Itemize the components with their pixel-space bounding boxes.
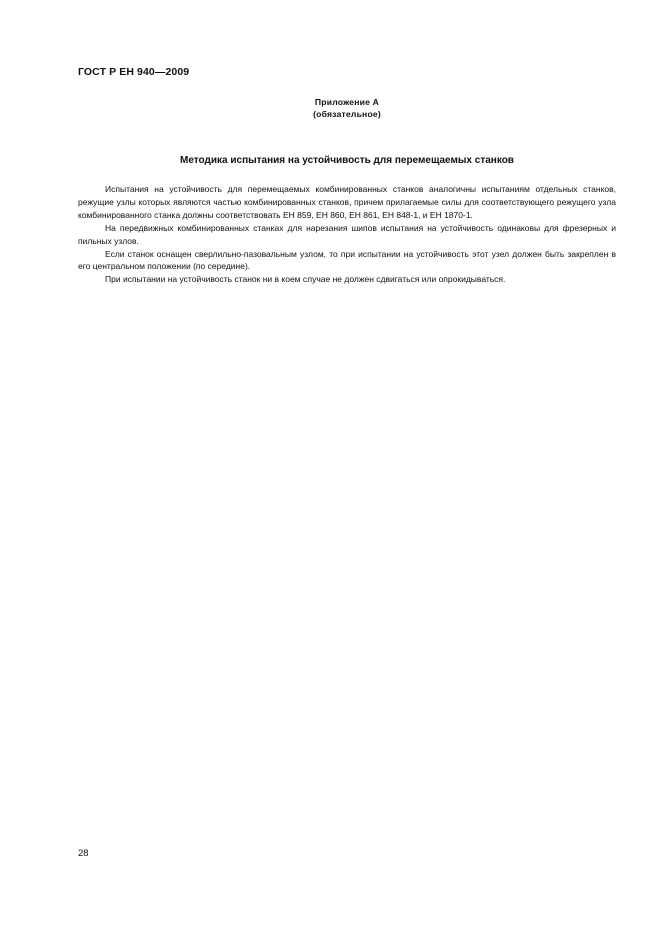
paragraph: На передвижных комбинированных станках для нарезания шипов испытания на устойчивость одинаковы для фрезерных и пильных узлов. [78,222,616,246]
body-text [78,183,616,286]
document-header-standard-id: ГОСТ Р ЕН 940—2009 [78,66,190,78]
paragraph: Испытания на устойчивость для перемещаемых комбинированных станков аналогичны испытаниям отдельных станков, режущие узлы которых являются частью комбинированных станков, причем прилагаемые силы для соответствующего режущего узла комбинированного станка должны соответствовать ЕН 859, ЕН 860, ЕН 861, ЕН 848-1, и ЕН 1870-1. [78,184,616,220]
page-number: 28 [78,848,89,859]
appendix-title: Приложение А [314,97,380,107]
appendix-heading [78,96,616,120]
section-title: Методика испытания на устойчивость для перемещаемых станков [180,155,514,166]
paragraph: Если станок оснащен сверлильно-пазовальным узлом, то при испытании на устойчивость этот узел должен быть закреплен в его центральном положении (по середине). [78,248,616,272]
appendix-status: (обязательное) [313,109,381,119]
paragraph: При испытании на устойчивость станок ни в коем случае не должен сдвигаться или опрокидываться. [105,274,506,285]
